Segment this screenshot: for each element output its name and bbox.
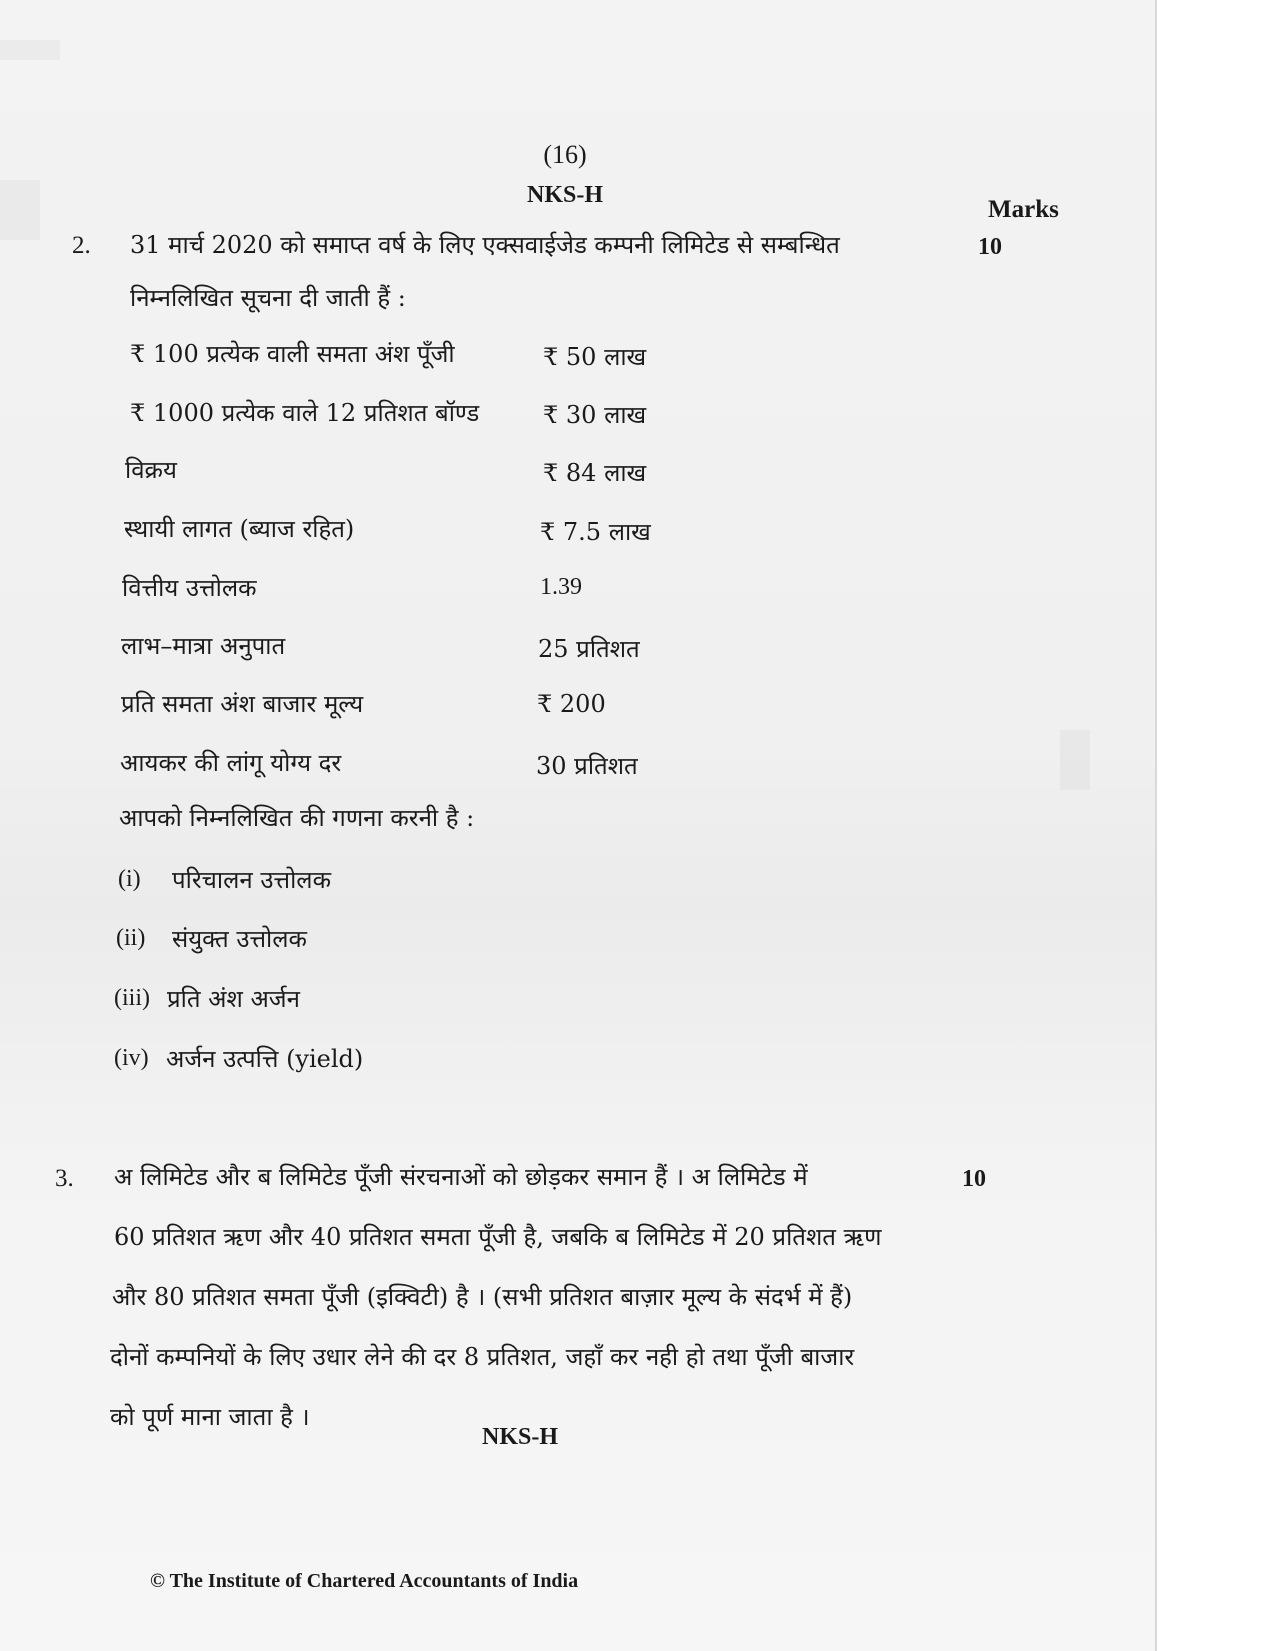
data-row-value: 1.39 [540, 574, 582, 600]
question-3-number: 3. [55, 1165, 74, 1192]
data-row-label: वित्तीय उत्तोलक [122, 574, 257, 602]
data-row-label: आयकर की लांगू योग्य दर [120, 749, 342, 777]
data-row-value: 25 प्रतिशत [538, 635, 640, 663]
question-3-line: अ लिमिटेड और ब लिमिटेड पूँजी संरचनाओं को छोड़कर समान हैं । अ लिमिटेड में [114, 1163, 808, 1191]
question-3-line: और 80 प्रतिशत समता पूँजी (इक्विटी) है । (सभी प्रतिशत बाज़ार मूल्य के संदर्भ में हैं) [112, 1283, 853, 1311]
data-row-value: 30 प्रतिशत [536, 752, 638, 780]
data-row-value: ₹ 84 लाख [543, 459, 647, 487]
part-number: (iv) [114, 1045, 149, 1071]
question-2-intro-line1: 31 मार्च 2020 को समाप्त वर्ष के लिए एक्सवाईजेड कम्पनी लिमिटेड से सम्बन्धित [130, 231, 840, 259]
paper-code-footer: NKS-H [481, 1424, 558, 1450]
marks-heading: Marks [988, 196, 1059, 223]
data-row-value: ₹ 7.5 लाख [540, 518, 651, 546]
part-number: (ii) [116, 925, 146, 951]
paper-code-header: NKS-H [526, 182, 603, 208]
question-3-marks: 10 [962, 1166, 986, 1192]
question-2-intro-line2: निम्नलिखित सूचना दी जाती हैं : [130, 284, 406, 312]
data-row-value: ₹ 200 [537, 690, 606, 718]
question-3-line: दोनों कम्पनियों के लिए उधार लेने की दर 8 प्रतिशत, जहाँ कर नही हो तथा पूँजी बाजार [110, 1343, 855, 1371]
part-text: परिचालन उत्तोलक [172, 866, 331, 894]
page-number: (16) [543, 140, 587, 169]
part-text: अर्जन उत्पत्ति (yield) [166, 1045, 364, 1073]
data-row-label: ₹ 100 प्रत्येक वाली समता अंश पूँजी [130, 340, 455, 368]
data-row-value: ₹ 30 लाख [543, 401, 647, 429]
copyright-notice: © The Institute of Chartered Accountants of India [150, 1570, 579, 1592]
part-number: (i) [118, 866, 141, 892]
question-2-compute-intro: आपको निम्नलिखित की गणना करनी है : [119, 804, 475, 832]
data-row-label: ₹ 1000 प्रत्येक वाले 12 प्रतिशत बॉण्ड [130, 399, 480, 427]
part-number: (iii) [114, 985, 150, 1011]
question-2-number: 2. [72, 232, 91, 259]
data-row-label: विक्रय [125, 456, 177, 484]
question-3-line: 60 प्रतिशत ऋण और 40 प्रतिशत समता पूँजी है, जबकि ब लिमिटेड में 20 प्रतिशत ऋण [114, 1223, 882, 1251]
data-row-label: लाभ–मात्रा अनुपात [121, 632, 286, 660]
part-text: प्रति अंश अर्जन [167, 985, 300, 1013]
data-row-label: प्रति समता अंश बाजार मूल्य [121, 690, 364, 718]
question-3-line: को पूर्ण माना जाता है । [110, 1403, 310, 1431]
part-text: संयुक्त उत्तोलक [172, 925, 307, 953]
data-row-label: स्थायी लागत (ब्याज रहित) [124, 515, 355, 543]
question-2-marks: 10 [978, 234, 1002, 260]
data-row-value: ₹ 50 लाख [543, 343, 647, 371]
